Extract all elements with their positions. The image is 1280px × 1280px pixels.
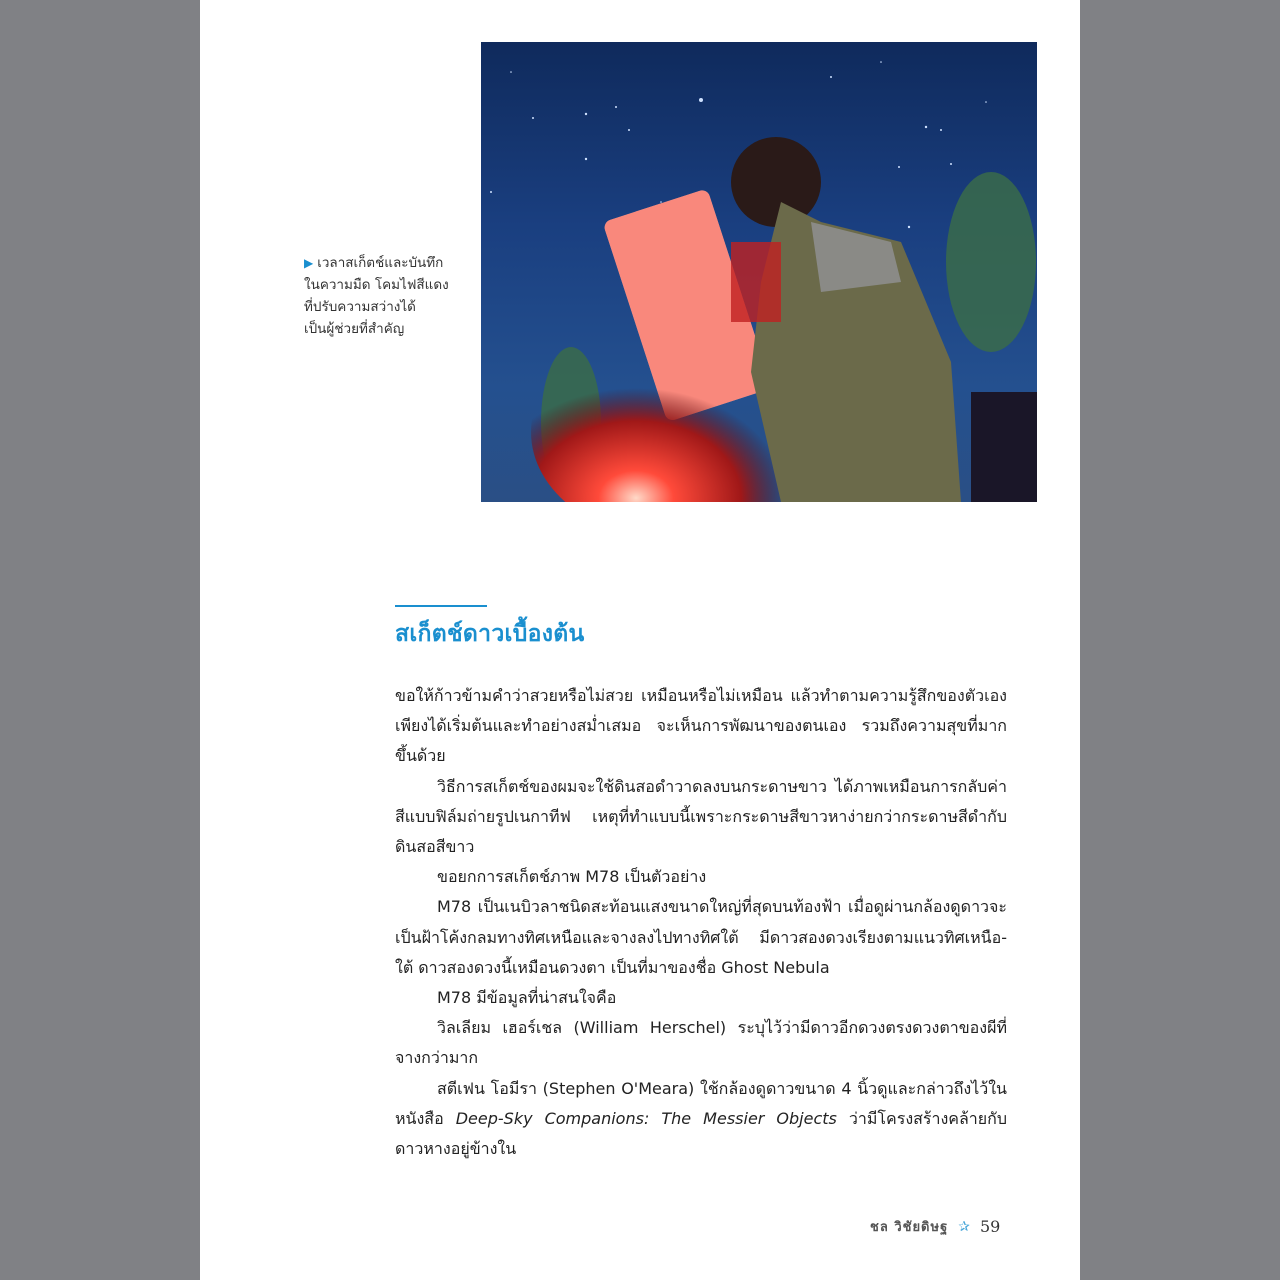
photo-caption — [304, 252, 484, 340]
triangle-marker-icon: ▶ — [304, 256, 314, 270]
page-footer — [870, 1216, 1000, 1237]
caption-line: เป็นผู้ช่วยที่สำคัญ — [304, 321, 405, 337]
paragraph: ขอให้ก้าวข้ามคำว่าสวยหรือไม่สวย เหมือนหรือไม่เหมือน แล้วทำตามความรู้สึกของตัวเอง เพียงได้เริ่มต้นและทำอย่างสม่ำเสมอ จะเห็นการพัฒนาของตนเอง รวมถึงความสุขที่มากขึ้นด้วย — [395, 686, 1007, 766]
paragraph: M78 เป็นเนบิวลาชนิดสะท้อนแสงขนาดใหญ่ที่สุดบนท้องฟ้า เมื่อดูผ่านกล้องดูดาวจะเป็นฝ้าโค้งกลมทางทิศเหนือและจางลงไปทางทิศใต้ มีดาวสองดวงเรียงตามแนวทิศเหนือ-ใต้ ดาวสองดวงนี้เหมือนดวงตา เป็นที่มาของชื่อ Ghost Nebula — [395, 897, 1007, 977]
book-page — [200, 0, 1080, 1280]
heading-rule — [395, 605, 487, 607]
page-number: 59 — [979, 1217, 1001, 1236]
book-title: Deep-Sky Companions: The Messier Objects — [455, 1108, 837, 1128]
caption-line: ในความมืด โคมไฟสีแดง — [304, 277, 449, 293]
paragraph: วิธีการสเก็ตช์ของผมจะใช้ดินสอดำวาดลงบนกระดาษขาว ได้ภาพเหมือนการกลับค่าสีแบบฟิล์มถ่ายรูปเนกาทีฟ เหตุที่ทำแบบนี้เพราะกระดาษสีขาวหาง่ายกว่ากระดาษสีดำกับดินสอสีขาว — [395, 776, 1007, 857]
caption-line: ที่ปรับความสว่างได้ — [304, 299, 416, 315]
paragraph: ขอยกการสเก็ตช์ภาพ M78 เป็นตัวอย่าง — [437, 867, 707, 887]
paragraph: วิลเลียม เฮอร์เชล (William Herschel) ระบุไว้ว่ามีดาวอีกดวงตรงดวงตาของผีที่จางกว่ามาก — [395, 1018, 1007, 1068]
footer-author: ชล วิชัยดิษฐ — [870, 1220, 949, 1235]
paragraph: สตีเฟน โอมีรา (Stephen O'Meara) ใช้กล้องดูดาวขนาด 4 นิ้วดูและกล่าวถึงไว้ในหนังสือ Deep-Sky Companions: The Messier Objects ว่ามีโครงสร้างคล้ายกับดาวหางอยู่ข้างใน — [395, 1078, 1008, 1159]
telescope-photo — [481, 42, 1037, 502]
night-sky-telescope-illustration — [481, 42, 1037, 502]
paragraph: M78 มีข้อมูลที่น่าสนใจคือ — [437, 988, 617, 1008]
section-title: สเก็ตช์ดาวเบื้องต้น — [395, 621, 585, 647]
article-body — [395, 681, 1007, 1164]
shooting-star-icon: ✰ — [958, 1218, 970, 1235]
caption-line: ▶ เวลาสเก็ตช์และบันทึก — [304, 255, 444, 271]
